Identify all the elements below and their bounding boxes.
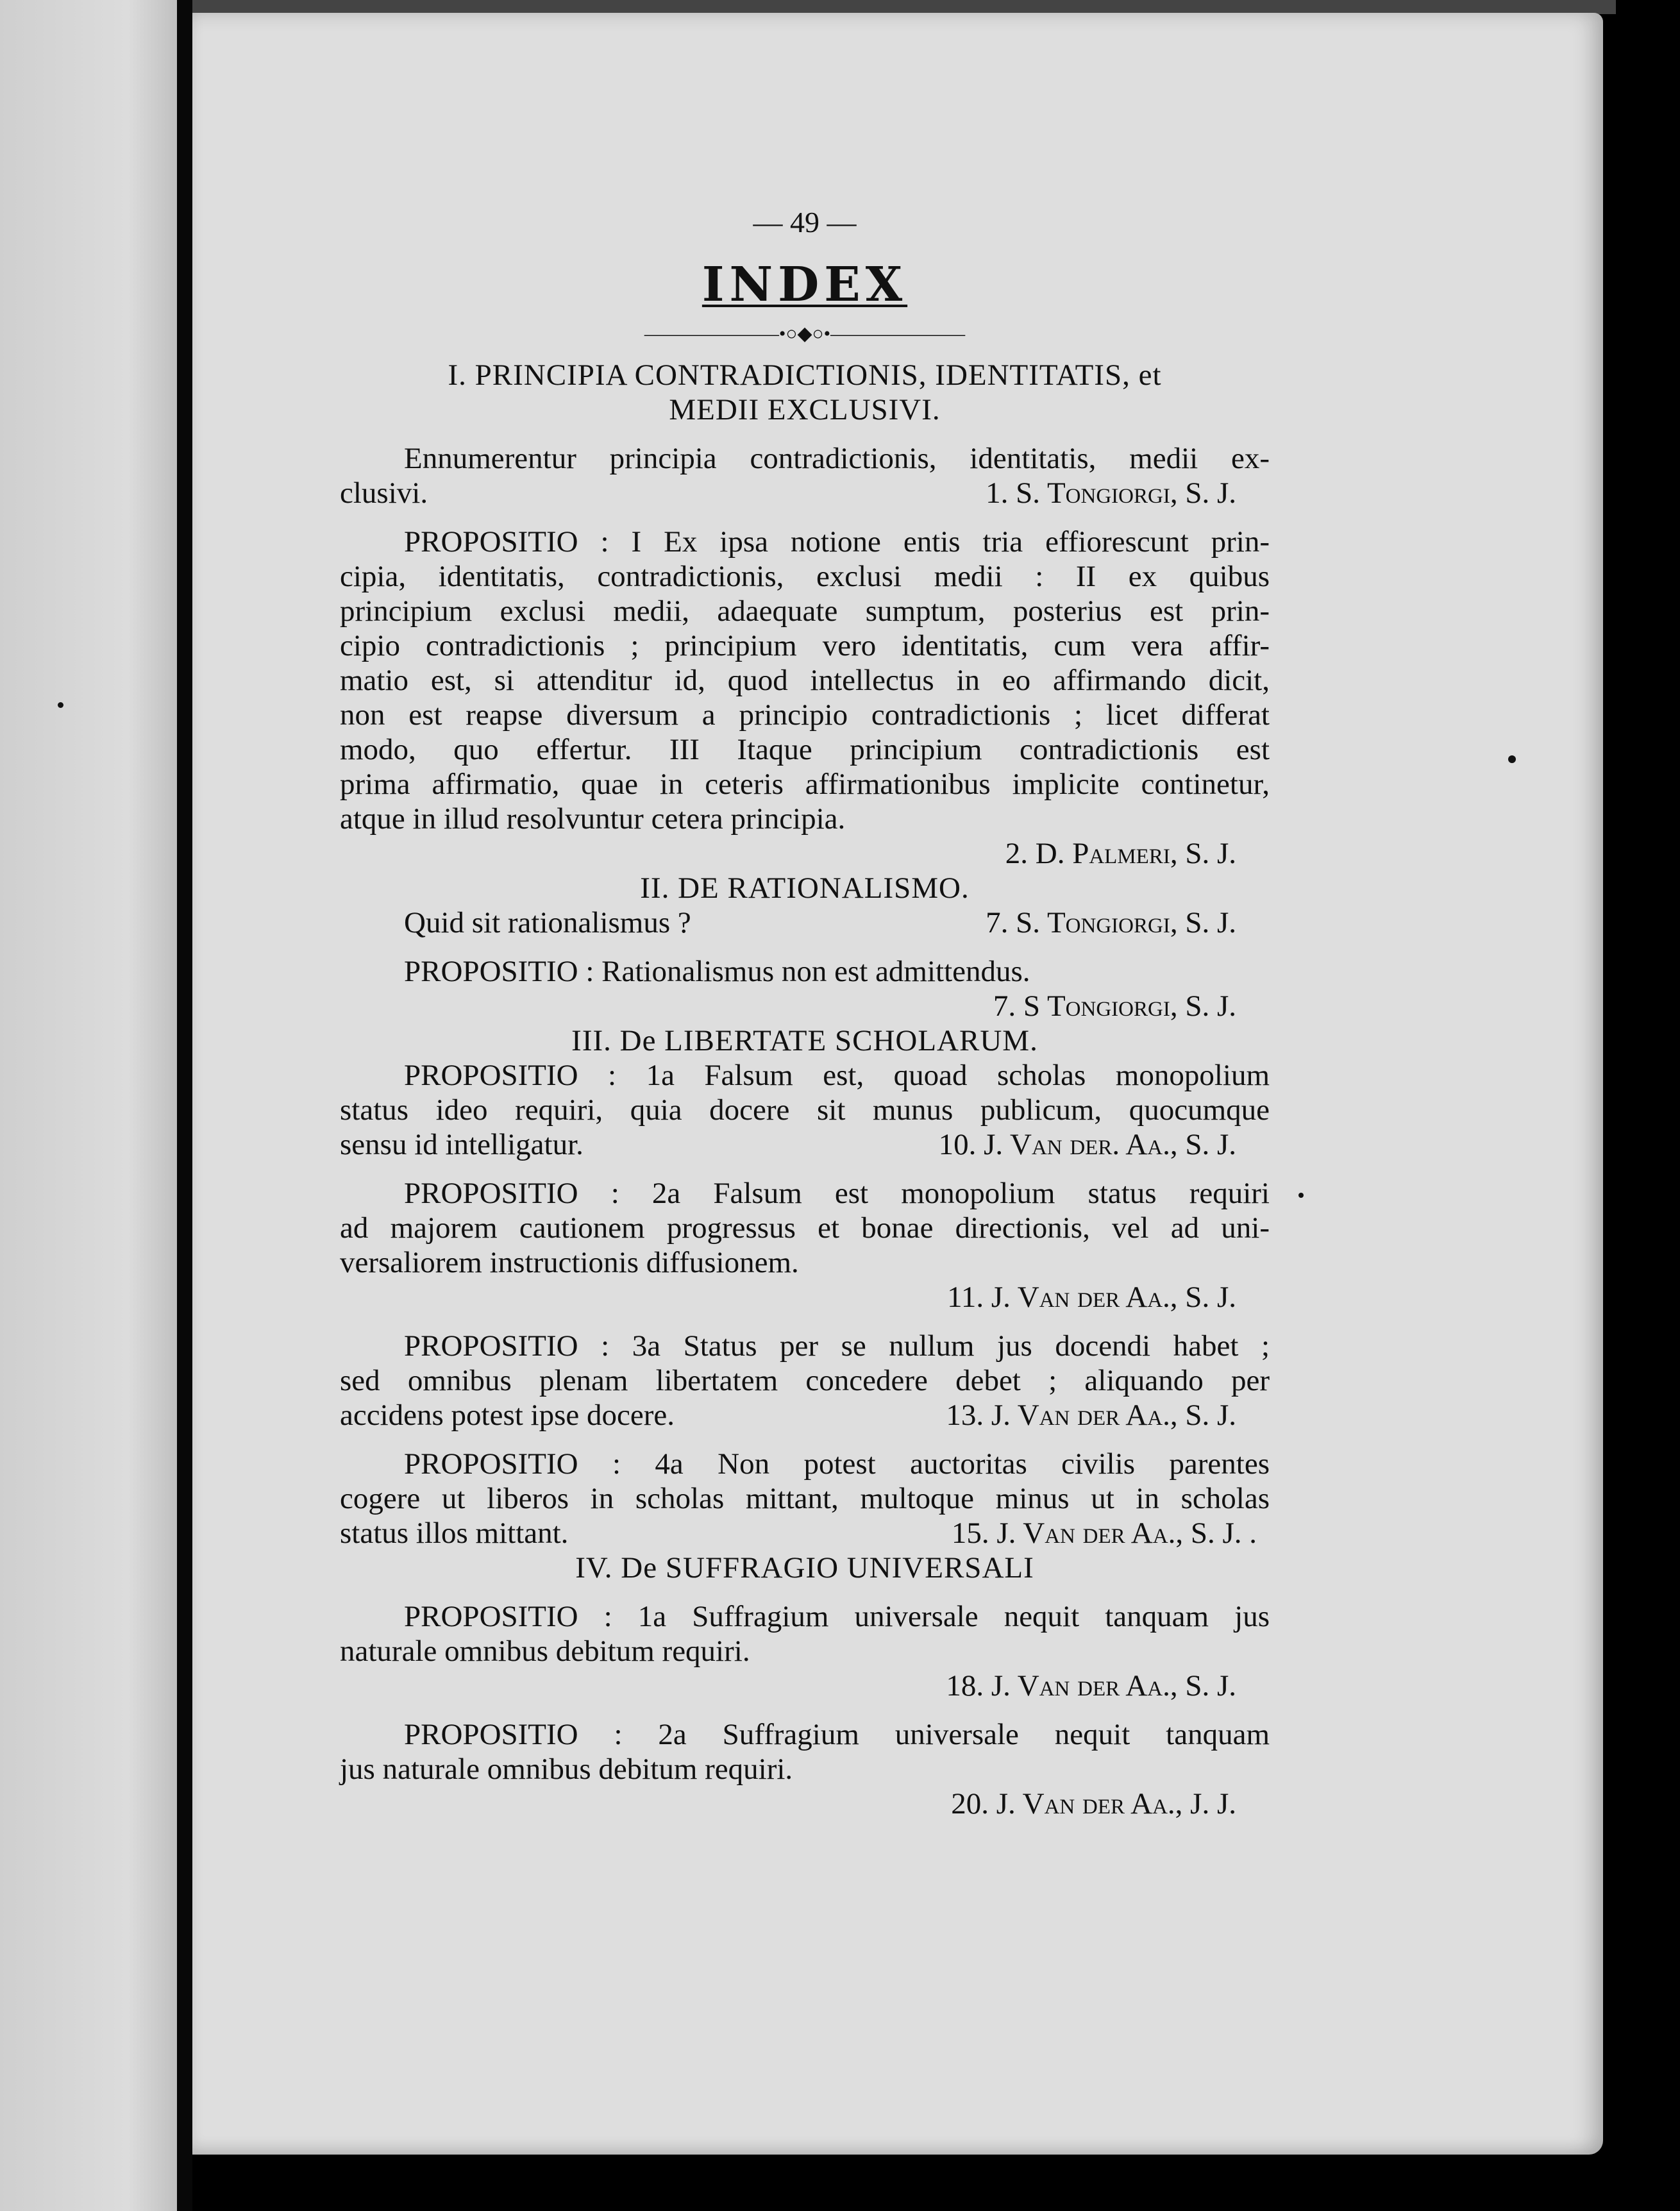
section-1-question	[340, 441, 1270, 510]
reference: 7. S. Tongiorgi, S. J.	[986, 906, 1236, 939]
text-line: non est reapse diversum a principio contradictionis ; licet differat	[340, 698, 1270, 732]
text-line: PROPOSITIO : 4a Non potest auctoritas civilis parentes	[404, 1447, 1270, 1481]
text-line: PROPOSITIO : 2a Suffragium universale nequit tanquam	[404, 1718, 1270, 1751]
text-line: PROPOSITIO : 1a Suffragium universale nequit tanquam jus	[404, 1600, 1270, 1633]
section-3-proposition-4	[340, 1447, 1270, 1551]
section-3-proposition-3	[340, 1329, 1270, 1433]
section-3-proposition-2	[340, 1176, 1270, 1315]
text-line: versaliorem instructionis diffusionem.	[340, 1246, 799, 1279]
section-4-heading: IV. De SUFFRAGIO UNIVERSALI	[575, 1551, 1034, 1585]
text-line	[340, 1516, 1270, 1551]
text-line: Ennumerentur principia contradictionis, identitatis, medii ex-	[404, 442, 1270, 475]
reference: 15. J. Van der Aa., S. J. .	[951, 1517, 1257, 1550]
section-1-heading-line-2: MEDII EXCLUSIVI.	[669, 393, 941, 426]
text-fragment: status illos mittant.	[340, 1517, 569, 1550]
section-2-heading: II. DE RATIONALISMO.	[640, 871, 970, 905]
index-content	[340, 205, 1270, 1821]
page-number: — 49 —	[753, 206, 857, 239]
reference: 11. J. Van der Aa., S. J.	[947, 1281, 1236, 1314]
section-3-proposition-1	[340, 1058, 1270, 1162]
text-line: matio est, si attenditur id, quod intellectus in eo affirmando dicit,	[340, 664, 1270, 697]
speck	[58, 702, 63, 708]
text-line: sed omnibus plenam libertatem concedere debet ; aliquando per	[340, 1364, 1270, 1397]
index-title: INDEX	[701, 257, 908, 312]
left-page-edge	[0, 0, 183, 2211]
text-line: ad majorem cautionem progressus et bonae directionis, vel ad uni-	[340, 1211, 1270, 1245]
text-line: modo, quo effertur. III Itaque principium contradictionis est	[340, 733, 1270, 766]
text-line: PROPOSITIO : 1a Falsum est, quoad scholas monopolium	[404, 1059, 1270, 1092]
text-line	[340, 1398, 1270, 1433]
text-fragment: Quid sit rationalismus ?	[404, 906, 691, 939]
book-spine	[177, 0, 192, 2211]
text-line	[340, 1127, 1270, 1162]
section-4-proposition-2	[340, 1717, 1270, 1821]
text-fragment: sensu id intelligatur.	[340, 1128, 584, 1161]
section-2-proposition: PROPOSITIO : Rationalismus non est admittendus.	[404, 955, 1030, 988]
reference: 2. D. Palmeri, S. J.	[1005, 837, 1236, 870]
section-3-heading: III. De LIBERTATE SCHOLARUM.	[571, 1024, 1038, 1057]
speck	[1508, 755, 1516, 763]
text-line: PROPOSITIO : 2a Falsum est monopolium status requiri	[404, 1177, 1270, 1210]
reference: 1. S. Tongiorgi, S. J.	[986, 476, 1236, 510]
text-line: cogere ut liberos in scholas mittant, multoque minus ut in scholas	[340, 1482, 1270, 1515]
reference: 7. S Tongiorgi, S. J.	[993, 989, 1236, 1023]
section-2-question	[340, 905, 1270, 940]
speck	[1298, 1193, 1304, 1198]
section-1-heading-line-1: I. PRINCIPIA CONTRADICTIONIS, IDENTITATIS, et	[448, 358, 1162, 392]
text-fragment: accidens potest ipse docere.	[340, 1399, 675, 1432]
text-line: principium exclusi medii, adaequate sumptum, posterius est prin-	[340, 594, 1270, 628]
text-line: naturale omnibus debitum requiri.	[340, 1635, 750, 1668]
text-line: atque in illud resolvuntur cetera principia.	[340, 802, 846, 836]
section-1-proposition	[340, 525, 1270, 871]
text-line: prima affirmatio, quae in ceteris affirmationibus implicite continetur,	[340, 768, 1270, 801]
ornament-divider: ———————•○◆○•———————	[644, 323, 966, 344]
text-fragment: clusivi.	[340, 476, 428, 510]
text-line: cipio contradictionis ; principium vero identitatis, cum vera affir-	[340, 629, 1270, 662]
reference: 10. J. Van der. Aa., S. J.	[938, 1128, 1236, 1161]
reference: 20. J. Van der Aa., J. J.	[951, 1787, 1236, 1820]
text-line	[340, 476, 1270, 510]
section-4-proposition-1	[340, 1599, 1270, 1703]
text-line: jus naturale omnibus debitum requiri.	[340, 1753, 793, 1786]
reference: 18. J. Van der Aa., S. J.	[946, 1669, 1236, 1702]
text-line: PROPOSITIO : 3a Status per se nullum jus docendi habet ;	[404, 1329, 1270, 1363]
reference: 13. J. Van der Aa., S. J.	[946, 1399, 1236, 1432]
top-page-edge	[192, 0, 1616, 14]
text-line: status ideo requiri, quia docere sit munus publicum, quocumque	[340, 1093, 1270, 1127]
text-line: cipia, identitatis, contradictionis, exclusi medii : II ex quibus	[340, 560, 1270, 593]
text-line: PROPOSITIO : I Ex ipsa notione entis tria effiorescunt prin-	[404, 525, 1270, 559]
